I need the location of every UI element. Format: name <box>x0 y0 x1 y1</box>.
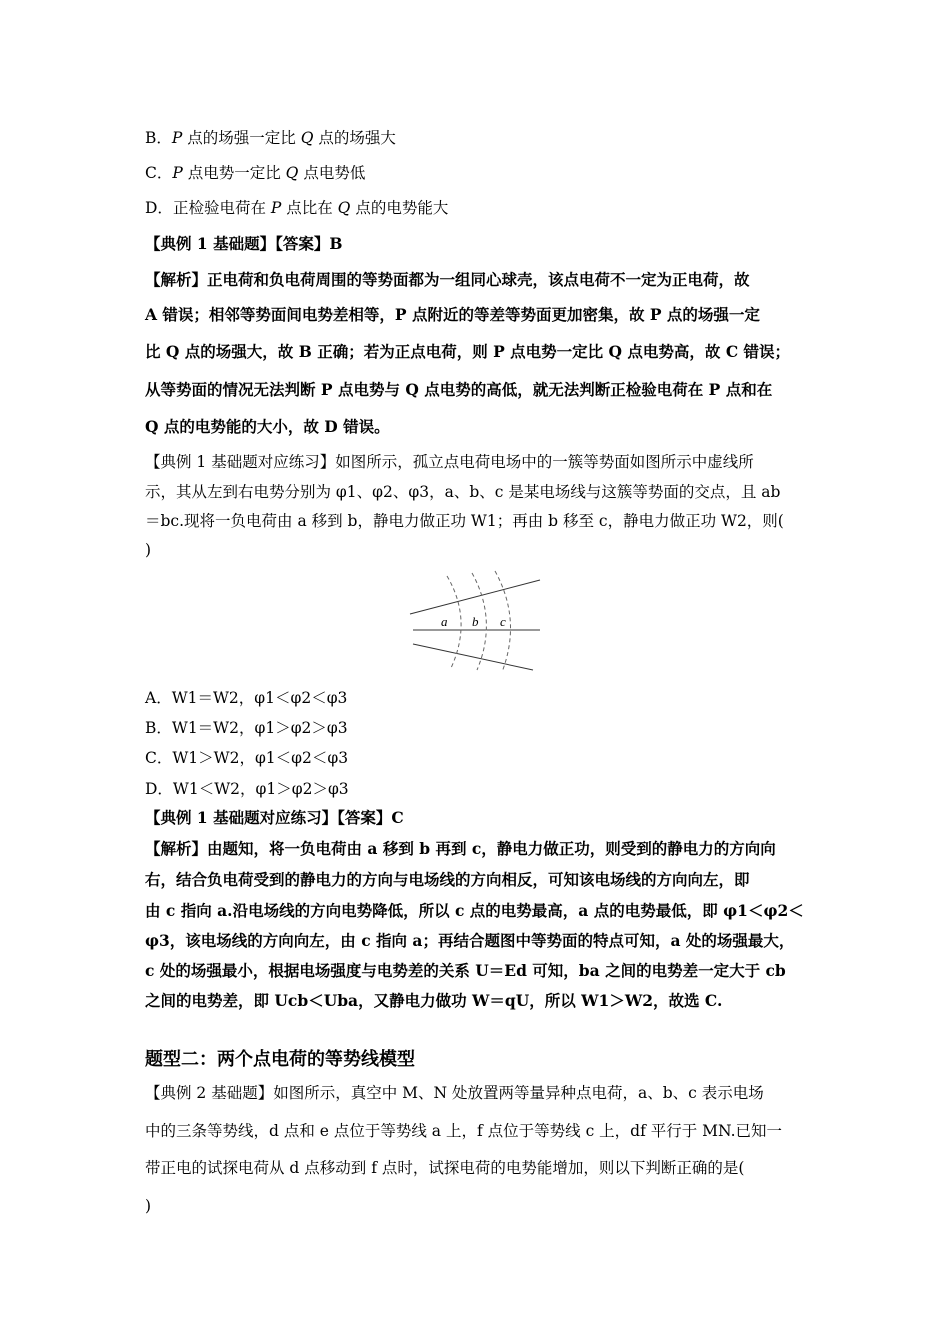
analysis-2-line-3: 由 c 指向 a.沿电场线的方向电势降低，所以 c 点的电势最高，a 点的电势最低，即 φ1＜φ2＜ <box>145 901 804 920</box>
section2-question-line-2: 中的三条等势线，d 点和 e 点位于等势线 a 上，f 点位于等势线 c 上，df 平行于 MN.已知一 <box>145 1122 783 1140</box>
section2-question-line-4: ) <box>145 1197 152 1215</box>
analysis-1-line-3: 比 Q 点的场强大，故 B 正确；若为正点电荷，则 P 点电势一定比 Q 点电势高，故 C 错误； <box>145 342 791 361</box>
analysis-2-line-5: c 处的场强最小，根据电场强度与电势差的关系 U＝Ed 可知，ba 之间的电势差一定大于 cb <box>145 961 786 980</box>
analysis-1-line-4: 从等势面的情况无法判断 P 点电势与 Q 点电势的高低，就无法判断正检验电荷在 P 点和在 <box>145 380 773 399</box>
answer-label-1: 【典例 1 基础题】【答案】B <box>145 234 343 253</box>
section2-question-line-1: 【典例 2 基础题】如图所示，真空中 M、N 处放置两等量异种点电荷，a、b、c 表示电场 <box>145 1084 764 1102</box>
practice-question-line-4: ) <box>145 541 152 559</box>
label-b: b <box>472 614 479 629</box>
analysis-2-line-6: 之间的电势差，即 Ucb＜Uba，又静电力做功 W＝qU，所以 W1＞W2，故选 C. <box>145 991 723 1010</box>
section-heading: 题型二：两个点电荷的等势线模型 <box>145 1049 415 1070</box>
practice-option-c: C．W1＞W2，φ1＜φ2＜φ3 <box>145 749 349 767</box>
analysis-1-line-1: 【解析】正电荷和负电荷周围的等势面都为一组同心球壳，该点电荷不一定为正电荷，故 <box>145 270 750 289</box>
label-a: a <box>441 614 448 629</box>
analysis-2-line-1: 【解析】由题知，将一负电荷由 a 移到 b 再到 c，静电力做正功，则受到的静电力的方向向 <box>145 839 776 858</box>
practice-question-line-3: ＝bc.现将一负电荷由 a 移到 b，静电力做正功 W1；再由 b 移至 c，静电力做正功 W2，则( <box>145 512 784 530</box>
label-c: c <box>500 614 506 629</box>
analysis-1-line-2: A 错误；相邻等势面间电势差相等，P 点附近的等差等势面更加密集，故 P 点的场强一定 <box>145 305 760 324</box>
practice-option-b: B．W1＝W2，φ1＞φ2＞φ3 <box>145 719 348 737</box>
practice-option-d: D．W1＜W2，φ1＞φ2＞φ3 <box>145 780 349 798</box>
field-line-top <box>410 580 540 614</box>
field-line-bottom <box>413 644 533 670</box>
section2-question-line-3: 带正电的试探电荷从 d 点移动到 f 点时，试探电荷的电势能增加，则以下判断正确的是( <box>145 1159 745 1177</box>
practice-option-a: A．W1＝W2，φ1＜φ2＜φ3 <box>145 689 348 707</box>
analysis-1-line-5: Q 点的电势能的大小，故 D 错误。 <box>145 417 390 436</box>
practice-question-line-2: 示，其从左到右电势分别为 φ1、φ2、φ3，a、b、c 是某电场线与这簇等势面的交点，且 ab <box>145 483 781 501</box>
option-b: B．P 点的场强一定比 Q 点的场强大 <box>145 129 396 147</box>
analysis-2-line-4: φ3，该电场线的方向向左，由 c 指向 a；再结合题图中等势面的特点可知，a 处的场强最大， <box>145 931 795 950</box>
practice-question-line-1: 【典例 1 基础题对应练习】如图所示，孤立点电荷电场中的一簇等势面如图所示中虚线所 <box>145 453 754 471</box>
analysis-2-line-2: 右，结合负电荷受到的静电力的方向与电场线的方向相反，可知该电场线的方向向左，即 <box>145 870 750 889</box>
option-c: C．P 点电势一定比 Q 点电势低 <box>145 164 366 182</box>
option-d: D．正检验电荷在 P 点比在 Q 点的电势能大 <box>145 199 449 217</box>
answer-label-2: 【典例 1 基础题对应练习】【答案】C <box>145 808 404 827</box>
equipotential-figure <box>405 568 545 674</box>
